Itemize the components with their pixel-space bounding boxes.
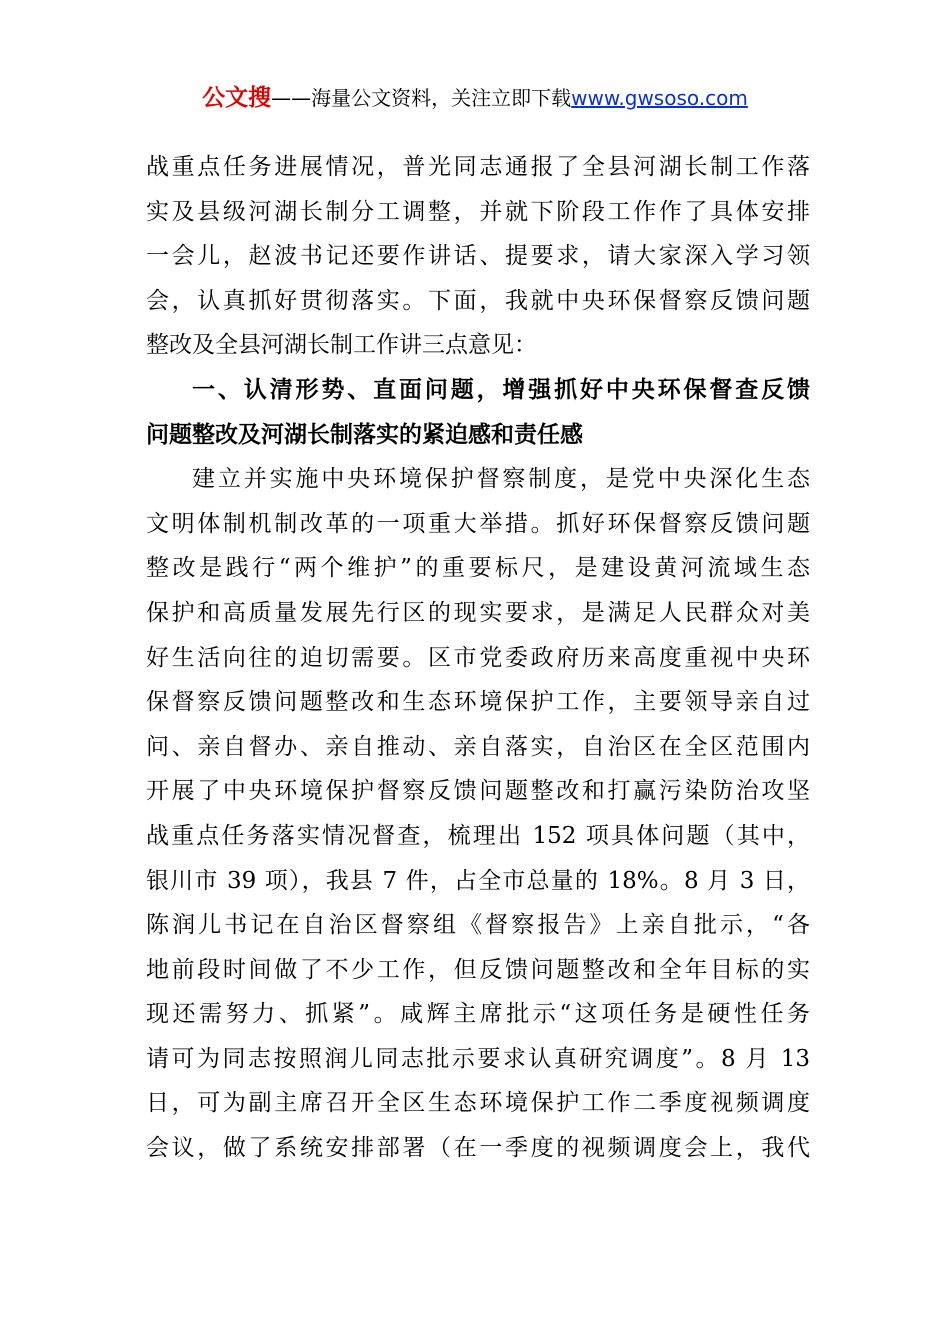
body-line: 战重点任务落实情况督查，梳理出 152 项具体问题（其中， [146, 822, 810, 849]
body-line: 日，可为副主席召开全区生态环境保护工作二季度视频调度 [146, 1090, 810, 1117]
body-line: 陈润儿书记在自治区督察组《督察报告》上亲自批示，“各 [146, 912, 810, 939]
body-line: 整改及全县河湖长制工作讲三点意见： [146, 332, 537, 359]
body-line: 请可为同志按照润儿同志批示要求认真研究调度”。8 月 13 [146, 1045, 810, 1072]
body-line: 保护和高质量发展先行区的现实要求，是满足人民群众对美 [146, 599, 810, 626]
body-line: 开展了中央环境保护督察反馈问题整改和打赢污染防治攻坚 [146, 778, 810, 805]
body-line: 建立并实施中央环境保护督察制度，是党中央深化生态 [192, 466, 810, 493]
body-line: 保督察反馈问题整改和生态环境保护工作，主要领导亲自过 [146, 689, 810, 716]
body-line: 会议，做了系统安排部署（在一季度的视频调度会上，我代 [146, 1135, 810, 1162]
document-body [146, 145, 810, 1171]
section-heading-line: 问题整改及河湖长制落实的紧迫感和责任感 [146, 421, 583, 448]
body-line: 整改是践行“两个维护”的重要标尺，是建设黄河流域生态 [146, 555, 810, 582]
body-line: 文明体制机制改革的一项重大举措。抓好环保督察反馈问题 [146, 510, 810, 537]
body-line: 会，认真抓好贯彻落实。下面，我就中央环保督察反馈问题 [146, 287, 810, 314]
body-line: 实及县级河湖长制分工调整，并就下阶段工作作了具体安排 [146, 198, 810, 225]
body-line: 银川市 39 项），我县 7 件，占全市总量的 18%。8 月 3 日， [146, 867, 810, 894]
body-line: 战重点任务进展情况，普光同志通报了全县河湖长制工作落 [146, 154, 810, 180]
section-heading-line: 一、认清形势、直面问题，增强抓好中央环保督查反馈 [192, 376, 810, 403]
brand-name: 公文搜 [202, 85, 272, 111]
header-slogan: ——海量公文资料，关注立即下载 [271, 86, 572, 110]
body-line: 问、亲自督办、亲自推动、亲自落实，自治区在全区范围内 [146, 733, 810, 760]
body-line: 一会儿，赵波书记还要作讲话、提要求，请大家深入学习领 [146, 243, 810, 270]
website-link[interactable]: www.gwsoso.com [571, 86, 748, 110]
body-line: 地前段时间做了不少工作，但反馈问题整改和全年目标的实 [146, 956, 810, 983]
body-line: 好生活向往的迫切需要。区市党委政府历来高度重视中央环 [146, 644, 810, 671]
page-header [0, 84, 950, 112]
body-line: 现还需努力、抓紧”。咸辉主席批示“这项任务是硬性任务 [146, 1001, 810, 1028]
